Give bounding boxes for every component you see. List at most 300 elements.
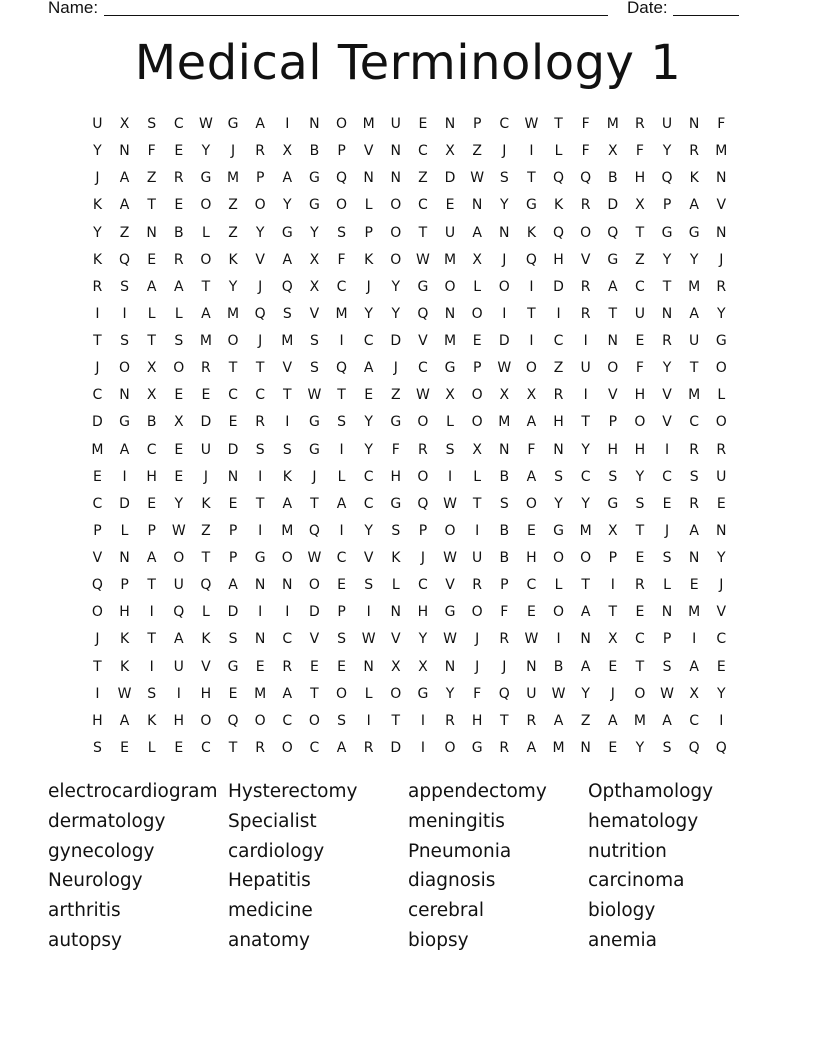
grid-letter: H <box>634 387 646 404</box>
grid-letter: J <box>393 360 399 377</box>
grid-letter: A <box>173 631 184 648</box>
grid-letter: N <box>526 658 537 675</box>
grid-letter: S <box>337 224 347 241</box>
grid-letter: A <box>282 685 293 702</box>
grid-letter: A <box>472 224 483 241</box>
grid-letter: Y <box>581 441 591 458</box>
grid-letter: A <box>146 278 157 295</box>
grid-letter: O <box>308 712 321 729</box>
grid-letter: O <box>200 251 212 268</box>
grid-letter: M <box>606 116 620 132</box>
grid-letter: C <box>689 414 700 431</box>
grid-letter: G <box>417 278 429 295</box>
grid-letter: Q <box>227 712 239 729</box>
grid-letter: R <box>255 414 266 431</box>
grid-letter: Z <box>228 224 239 241</box>
grid-letter: J <box>664 522 670 539</box>
grid-letter: S <box>608 468 618 485</box>
grid-letter: Y <box>418 631 428 648</box>
word-bank-item: biology <box>588 900 656 922</box>
grid-letter: O <box>580 224 592 241</box>
grid-letter: G <box>308 414 321 431</box>
grid-letter: U <box>716 468 727 485</box>
grid-letter: S <box>92 739 103 756</box>
grid-letter: P <box>120 577 130 594</box>
grid-letter: M <box>552 739 565 756</box>
grid-letter: D <box>498 333 510 349</box>
grid-letter: Q <box>254 305 266 322</box>
grid-letter: D <box>119 495 131 512</box>
grid-letter: G <box>715 333 728 349</box>
grid-letter: K <box>147 712 157 729</box>
grid-letter: X <box>607 631 618 648</box>
grid-letter: Q <box>553 170 565 187</box>
grid-letter: Y <box>662 143 672 160</box>
grid-letter: O <box>715 360 728 377</box>
grid-letter: X <box>309 278 320 295</box>
grid-letter: M <box>91 441 104 458</box>
date-field-line[interactable] <box>673 1 739 16</box>
grid-letter: P <box>472 360 482 377</box>
grid-letter: K <box>526 224 537 241</box>
grid-letter: N <box>444 116 456 132</box>
grid-letter: S <box>337 712 347 729</box>
grid-letter: I <box>556 305 561 322</box>
grid-letter: Y <box>581 685 591 702</box>
grid-letter: N <box>580 631 592 648</box>
grid-letter: U <box>173 577 185 594</box>
grid-letter: L <box>120 522 129 539</box>
grid-letter: O <box>336 685 348 702</box>
grid-letter: U <box>526 685 537 702</box>
grid-letter: O <box>390 251 402 268</box>
grid-letter: A <box>336 739 347 756</box>
grid-letter: E <box>147 495 157 512</box>
grid-letter: Z <box>201 522 212 539</box>
grid-letter: Q <box>498 685 511 702</box>
grid-letter: O <box>553 604 565 621</box>
grid-letter: U <box>580 360 592 377</box>
grid-letter: X <box>526 387 537 404</box>
grid-letter: C <box>689 712 700 729</box>
grid-letter: E <box>228 495 238 512</box>
grid-letter: C <box>418 360 429 377</box>
grid-letter: W <box>443 495 458 512</box>
grid-letter: O <box>417 468 429 485</box>
grid-letter: X <box>309 251 320 268</box>
grid-letter: H <box>173 712 185 729</box>
grid-letter: D <box>444 170 456 187</box>
grid-letter: Q <box>336 360 348 377</box>
grid-letter: E <box>120 739 130 756</box>
grid-letter: X <box>390 658 401 675</box>
grid-letter: R <box>472 577 483 594</box>
grid-letter: O <box>91 604 104 621</box>
grid-letter: K <box>364 251 374 268</box>
grid-letter: I <box>366 604 372 621</box>
grid-letter: O <box>254 712 266 729</box>
grid-letter: R <box>499 739 510 756</box>
word-bank-item: Specialist <box>228 810 317 832</box>
grid-letter: A <box>580 658 591 675</box>
grid-letter: Q <box>200 577 212 594</box>
grid-letter: T <box>228 739 238 756</box>
grid-letter: X <box>499 387 510 404</box>
grid-letter: I <box>556 631 561 648</box>
grid-letter: I <box>529 143 534 160</box>
grid-letter: I <box>692 631 697 648</box>
grid-letter: S <box>445 441 455 458</box>
grid-letter: T <box>201 550 211 566</box>
grid-letter: C <box>635 278 646 295</box>
grid-letter: V <box>282 360 293 377</box>
grid-letter: Q <box>607 224 619 241</box>
grid-letter: L <box>663 577 672 594</box>
grid-letter: X <box>689 685 700 702</box>
grid-letter: R <box>689 441 700 458</box>
grid-letter: R <box>92 278 103 295</box>
grid-letter: P <box>255 170 265 187</box>
grid-letter: I <box>447 468 453 485</box>
grid-letter: O <box>553 550 565 566</box>
grid-letter: T <box>201 278 211 295</box>
grid-letter: T <box>527 305 536 322</box>
grid-letter: M <box>688 387 701 404</box>
grid-letter: T <box>527 170 536 187</box>
grid-letter: V <box>662 414 673 431</box>
grid-letter: W <box>361 631 376 648</box>
grid-letter: Y <box>255 224 265 241</box>
grid-letter: D <box>390 333 402 349</box>
grid-letter: Y <box>364 441 374 458</box>
grid-letter: N <box>254 631 266 648</box>
grid-letter: L <box>554 577 563 594</box>
grid-letter: S <box>662 550 672 566</box>
grid-letter: N <box>499 224 510 241</box>
grid-letter: V <box>418 333 428 349</box>
grid-letter: A <box>580 604 591 621</box>
grid-letter: M <box>199 333 213 349</box>
grid-letter: P <box>608 550 618 566</box>
grid-letter: X <box>146 360 157 377</box>
grid-letter: G <box>308 170 321 187</box>
grid-letter: V <box>92 550 103 566</box>
grid-letter: T <box>635 224 645 241</box>
grid-letter: Y <box>364 305 374 322</box>
grid-letter: O <box>390 224 402 241</box>
grid-letter: K <box>92 197 103 214</box>
grid-letter: M <box>498 414 511 431</box>
grid-letter: F <box>581 116 590 132</box>
grid-letter: C <box>580 468 591 485</box>
grid-letter: G <box>553 522 565 539</box>
word-bank-item: nutrition <box>588 840 667 862</box>
grid-letter: N <box>661 305 673 322</box>
grid-letter: T <box>255 495 265 512</box>
grid-letter: W <box>307 387 322 404</box>
grid-letter: A <box>173 278 184 295</box>
grid-letter: W <box>443 550 458 566</box>
grid-letter: R <box>716 441 727 458</box>
grid-letter: Y <box>662 360 672 377</box>
grid-letter: J <box>502 658 507 675</box>
grid-letter: H <box>553 251 565 268</box>
grid-letter: O <box>173 360 185 377</box>
grid-letter: H <box>390 468 402 485</box>
grid-letter: Y <box>93 224 102 241</box>
grid-letter: T <box>147 197 157 214</box>
grid-letter: I <box>339 441 344 458</box>
grid-letter: H <box>417 604 429 621</box>
grid-letter: O <box>471 387 483 404</box>
grid-letter: Z <box>472 143 483 160</box>
grid-letter: D <box>309 604 321 621</box>
grid-letter: Q <box>119 251 131 268</box>
grid-letter: G <box>525 197 538 214</box>
grid-letter: P <box>337 143 347 160</box>
grid-letter: O <box>336 197 348 214</box>
grid-letter: G <box>471 739 483 756</box>
grid-letter: T <box>147 333 157 349</box>
grid-letter: F <box>391 441 401 458</box>
grid-letter: N <box>580 739 592 756</box>
grid-letter: I <box>285 116 290 132</box>
grid-letter: Z <box>390 387 401 404</box>
word-bank-item: gynecology <box>48 840 155 862</box>
word-bank-item: dermatology <box>48 810 166 832</box>
grid-letter: N <box>119 143 131 160</box>
grid-letter: H <box>92 712 103 729</box>
grid-letter: R <box>201 360 212 377</box>
grid-letter: F <box>581 143 590 160</box>
grid-letter: X <box>607 522 618 539</box>
grid-letter: C <box>336 550 347 566</box>
grid-letter: H <box>146 468 158 485</box>
grid-letter: A <box>689 658 700 675</box>
grid-letter: M <box>281 333 294 349</box>
grid-letter: H <box>634 441 646 458</box>
grid-letter: M <box>633 712 647 729</box>
grid-letter: Y <box>717 305 726 322</box>
grid-letter: X <box>418 658 429 675</box>
grid-letter: O <box>498 278 511 295</box>
grid-letter: I <box>719 712 724 729</box>
grid-letter: R <box>526 712 537 729</box>
grid-letter: J <box>230 143 236 160</box>
grid-letter: P <box>472 116 482 132</box>
grid-letter: V <box>716 197 727 214</box>
grid-letter: F <box>500 604 509 621</box>
grid-letter: Z <box>418 170 429 187</box>
grid-letter: E <box>716 658 727 675</box>
grid-letter: H <box>634 170 646 187</box>
grid-letter: V <box>309 631 320 648</box>
grid-letter: A <box>282 170 293 187</box>
grid-letter: T <box>608 604 618 621</box>
grid-letter: N <box>553 441 565 458</box>
grid-letter: Z <box>119 224 130 241</box>
grid-letter: O <box>336 116 348 132</box>
grid-letter: I <box>475 522 480 539</box>
grid-letter: I <box>258 522 263 539</box>
grid-letter: U <box>661 116 673 132</box>
grid-letter: O <box>715 414 728 431</box>
grid-letter: Y <box>391 305 401 322</box>
grid-letter: E <box>201 387 211 404</box>
word-bank-item: Hysterectomy <box>228 781 358 802</box>
grid-letter: B <box>499 522 510 539</box>
grid-letter: G <box>308 197 321 214</box>
grid-letter: W <box>524 116 539 132</box>
grid-letter: Z <box>553 360 564 377</box>
grid-letter: N <box>499 441 510 458</box>
grid-letter: N <box>390 170 402 187</box>
grid-letter: O <box>525 495 538 512</box>
grid-letter: J <box>475 658 480 675</box>
grid-letter: W <box>497 360 512 377</box>
grid-letter: Y <box>445 685 455 702</box>
grid-letter: R <box>363 739 374 756</box>
grid-letter: C <box>173 116 184 132</box>
grid-letter: A <box>689 197 700 214</box>
grid-letter: C <box>363 468 374 485</box>
grid-letter: W <box>470 170 485 187</box>
word-bank-item: appendectomy <box>408 781 547 802</box>
grid-letter: I <box>502 305 507 322</box>
grid-letter: C <box>716 631 727 648</box>
grid-letter: E <box>662 495 672 512</box>
grid-letter: O <box>390 685 402 702</box>
grid-letter: E <box>309 658 320 675</box>
grid-letter: K <box>119 631 130 648</box>
grid-letter: P <box>418 522 428 539</box>
grid-letter: E <box>174 197 184 214</box>
grid-letter: T <box>635 658 645 675</box>
grid-letter: Z <box>228 197 239 214</box>
grid-letter: R <box>173 251 184 268</box>
word-bank-item: biopsy <box>408 929 469 951</box>
grid-letter: E <box>635 550 645 566</box>
grid-letter: W <box>307 550 322 566</box>
grid-letter: N <box>119 550 131 566</box>
grid-letter: P <box>662 631 672 648</box>
grid-letter: C <box>662 468 673 485</box>
grid-letter: J <box>502 251 507 268</box>
grid-letter: Q <box>580 170 592 187</box>
grid-letter: Q <box>173 604 185 621</box>
grid-letter: E <box>174 143 184 160</box>
grid-letter: E <box>174 468 184 485</box>
grid-letter: V <box>662 387 673 404</box>
grid-letter: O <box>471 414 483 431</box>
grid-letter: N <box>119 387 131 404</box>
grid-letter: I <box>339 522 344 539</box>
grid-letter: E <box>337 577 347 594</box>
grid-letter: W <box>198 116 214 132</box>
grid-letter: S <box>689 468 699 485</box>
grid-letter: B <box>499 550 510 566</box>
grid-letter: I <box>149 658 155 675</box>
grid-letter: Q <box>281 278 294 295</box>
grid-letter: N <box>471 197 483 214</box>
grid-letter: S <box>554 468 564 485</box>
grid-letter: U <box>173 658 185 675</box>
grid-letter: W <box>117 685 132 702</box>
grid-letter: I <box>420 739 426 756</box>
grid-letter: A <box>255 116 266 132</box>
grid-letter: Q <box>525 251 538 268</box>
grid-letter: A <box>228 577 239 594</box>
name-field-line[interactable] <box>104 1 608 16</box>
word-bank-item: Hepatitis <box>228 870 311 892</box>
grid-letter: F <box>635 360 645 377</box>
grid-letter: C <box>282 712 293 729</box>
grid-letter: H <box>200 685 212 702</box>
grid-letter: R <box>635 116 646 132</box>
grid-letter: G <box>119 414 131 431</box>
grid-letter: X <box>472 441 483 458</box>
grid-letter: B <box>309 143 320 160</box>
grid-letter: P <box>662 197 672 214</box>
grid-letter: N <box>390 604 402 621</box>
grid-letter: E <box>337 658 347 675</box>
grid-letter: M <box>226 170 240 187</box>
grid-letter: M <box>688 604 701 621</box>
grid-letter: T <box>581 577 591 594</box>
grid-letter: S <box>337 631 347 648</box>
grid-letter: R <box>689 143 700 160</box>
grid-letter: T <box>147 577 157 594</box>
grid-letter: V <box>201 658 211 675</box>
grid-letter: N <box>254 577 266 594</box>
grid-letter: A <box>119 197 130 214</box>
grid-letter: P <box>364 224 374 241</box>
grid-letter: N <box>282 577 293 594</box>
grid-letter: S <box>337 414 347 431</box>
grid-letter: O <box>281 550 294 566</box>
word-bank-item: hematology <box>588 810 699 832</box>
grid-letter: A <box>526 468 537 485</box>
grid-letter: P <box>93 522 102 539</box>
grid-letter: Q <box>336 170 348 187</box>
grid-letter: H <box>553 414 565 431</box>
grid-letter: G <box>607 251 619 268</box>
grid-letter: N <box>716 224 727 241</box>
grid-letter: J <box>203 468 209 485</box>
grid-letter: O <box>634 414 646 431</box>
grid-letter: F <box>337 251 346 268</box>
grid-letter: S <box>120 278 130 295</box>
grid-letter: G <box>688 224 700 241</box>
grid-letter: U <box>689 333 700 349</box>
word-bank-item: meningitis <box>408 810 505 832</box>
grid-letter: Y <box>310 224 319 241</box>
grid-letter: E <box>228 414 238 431</box>
grid-letter: M <box>254 685 267 702</box>
grid-letter: T <box>500 712 509 729</box>
grid-letter: O <box>173 550 185 566</box>
grid-letter: O <box>607 360 619 377</box>
grid-letter: I <box>339 333 344 349</box>
grid-letter: E <box>364 387 374 404</box>
grid-letter: R <box>255 143 266 160</box>
grid-letter: P <box>337 604 347 621</box>
grid-letter: A <box>119 441 130 458</box>
grid-letter: O <box>227 333 239 349</box>
grid-letter: Q <box>715 739 728 756</box>
grid-letter: A <box>336 495 347 512</box>
word-bank-item: Pneumonia <box>408 840 512 862</box>
